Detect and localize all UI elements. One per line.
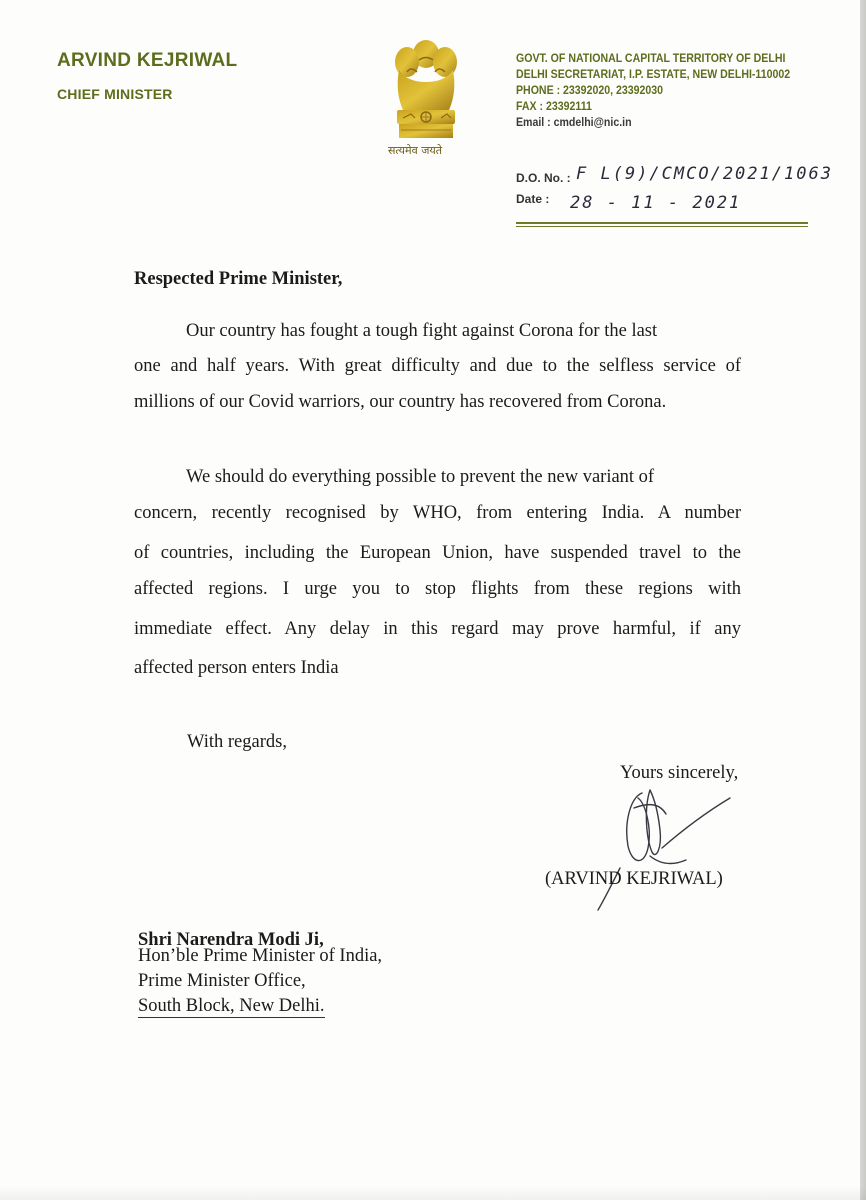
paragraph-2-line: immediate effect. Any delay in this regard may prove harmful, if any: [134, 619, 741, 639]
do-number-label: D.O. No. :: [516, 171, 571, 185]
letterhead-sender: [57, 50, 237, 102]
emblem-motto: सत्यमेव जयते: [388, 144, 443, 157]
page-edge-shadow: [860, 0, 866, 1200]
sender-name: ARVIND KEJRIWAL: [57, 50, 238, 71]
address-line: GOVT. OF NATIONAL CAPITAL TERRITORY OF DELHI: [516, 53, 786, 65]
phone-line: PHONE : 23392020, 23392030: [516, 85, 664, 97]
recipient-name: Shri Narendra Modi Ji,: [138, 930, 324, 950]
page-bottom-shade: [0, 1186, 866, 1200]
date-row: [516, 192, 572, 206]
paragraph-2-line: concern, recently recognised by WHO, from entering India. A number: [134, 503, 741, 523]
letterhead-divider-thin: [516, 226, 808, 227]
salutation: Respected Prime Minister,: [134, 269, 343, 289]
fax-line: FAX : 23392111: [516, 101, 592, 113]
letterhead-divider: [516, 222, 808, 224]
paragraph-2-line: affected regions. I urge you to stop flights from these regions with: [134, 579, 741, 599]
recipient-block: [138, 946, 382, 1017]
paragraph-2-line: affected person enters India: [134, 658, 339, 678]
sender-designation: CHIEF MINISTER: [57, 86, 173, 102]
signatory-name: (ARVIND KEJRIWAL): [545, 869, 723, 889]
paragraph-1-line: Our country has fought a tough fight against Corona for the last: [186, 321, 658, 341]
recipient-address: South Block, New Delhi.: [138, 996, 325, 1016]
paragraph-2-line: of countries, including the European Union, have suspended travel to the: [134, 543, 741, 563]
letterhead-address: [516, 51, 790, 131]
date-label: Date :: [516, 192, 550, 206]
recipient-office: Prime Minister Office,: [138, 971, 306, 991]
handwritten-signature: [590, 768, 740, 918]
paragraph-1-line: millions of our Covid warriors, our country has recovered from Corona.: [134, 392, 667, 412]
date-value: 28 - 11 - 2021: [570, 193, 742, 213]
closing: With regards,: [187, 732, 287, 752]
paragraph-2-line: We should do everything possible to prevent the new variant of: [186, 467, 655, 487]
recipient-title: Hon’ble Prime Minister of India,: [138, 946, 383, 966]
paragraph-1-line: one and half years. With great difficulty and due to the selfless service of: [134, 356, 741, 376]
do-number-row: [516, 171, 572, 185]
national-emblem-icon: [385, 32, 467, 160]
do-number-value: F L(9)/CMCO/2021/1063: [576, 164, 833, 184]
address-line: DELHI SECRETARIAT, I.P. ESTATE, NEW DELHI-110002: [516, 69, 791, 81]
email-line: Email : cmdelhi@nic.in: [516, 117, 632, 129]
valediction: Yours sincerely,: [620, 763, 739, 783]
